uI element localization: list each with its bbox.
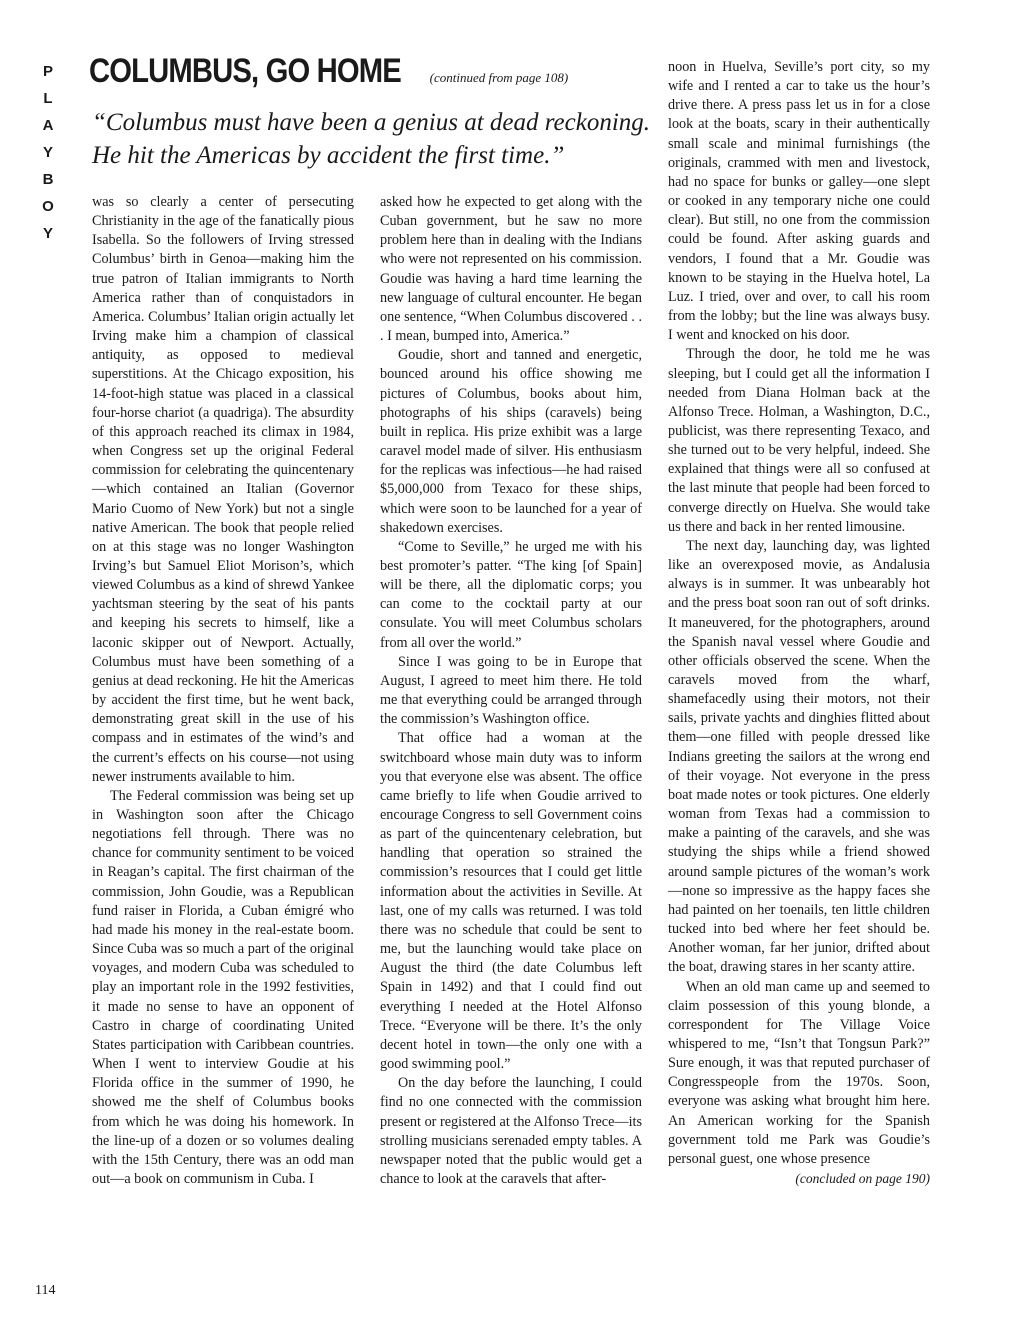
continued-note: (continued from page 108) xyxy=(429,70,569,85)
magazine-letter: A xyxy=(42,117,54,134)
paragraph: “Come to Seville,” he urged me with his best promoter’s patter. “The king [of Spain] will be there, all the diplomatic corps; you can come to the cocktail party at our consulate. You will meet Columbus scholars from all over the world.” xyxy=(380,538,642,651)
magazine-letter: O xyxy=(42,198,54,215)
paragraph: asked how he expected to get along with the Cuban government, but he saw no more problem here than in dealing with the Indians who were not represented on his commission. Goudie was having a hard time learning the new language of cultural encounter. He began one sentence, “When Columbus discovered . . . I mean, bumped into, America.” xyxy=(380,194,642,345)
title-row xyxy=(89,52,649,91)
magazine-name-vertical xyxy=(38,58,58,247)
column-1 xyxy=(92,193,354,1189)
column-3 xyxy=(668,58,930,1188)
column-2 xyxy=(380,193,642,1189)
magazine-letter: P xyxy=(42,63,53,80)
magazine-letter: L xyxy=(43,90,53,107)
page-number: 114 xyxy=(35,1283,56,1298)
paragraph: The Federal commission was being set up in Washington soon after the Chicago negotiations fell through. There was no chance for community sentiment to be voiced in Reagan’s capital. The first chairman of the commission, John Goudie, was a Republican fund raiser in Florida, a Cuban émigré who had made his money in the real-estate boom. Since Cuba was so much a part of the original voyages, and modern Cuba was scheduled to play an important role in the 1992 festivities, it made no sense to have an opponent of Castro in charge of coordinating United States participation with Caribbean countries. When I went to interview Goudie at his Florida office in the summer of 1990, he showed me the shelf of Columbus books from which he was doing his homework. In the line-up of a dozen or so volumes dealing with the 15th Century, there was an odd man out—a book on communism in Cuba. I xyxy=(92,787,354,1187)
pull-quote: “Columbus must have been a genius at dead reckoning. He hit the Americas by accident the first time.” xyxy=(92,109,651,169)
article-title: COLUMBUS, GO HOME xyxy=(89,52,401,90)
concluded-note: (concluded on page 190) xyxy=(795,1171,930,1187)
magazine-letter: Y xyxy=(42,144,53,161)
paragraph: That office had a woman at the switchboard whose main duty was to inform you that everyone else was absent. The office came briefly to life when Goudie arrived to encourage Congress to sell Government coins as part of the quincentenary celebration, but handling that operation so strained the commission’s resources that I could get little information about the activities in Seville. At last, one of my calls was returned. I was told there was no schedule that could be sent to me, but the launching would take place on August the third (the date Columbus left Spain in 1492) and that I could find out everything I needed at the Hotel Alfonso Trece. “Everyone will be there. It’s the only decent hotel in town—the only one with a good swimming pool.” xyxy=(380,730,642,1073)
paragraph: The next day, launching day, was lighted like an overexposed movie, as Andalusia always is in summer. It was unbearably hot and the press boat soon ran out of soft drinks. It maneuvered, for the photographers, around the Spanish naval vessel where Goudie and other officials observed the scene. When the caravels moved from the wharf, shamefacedly using their motors, not their sails, private yachts and dinghies flitted about them—one filled with people dressed like Indians greeting the sailors at the wrong end of their voyage. Not everyone in the press boat made notes or took pictures. One elderly woman from Texas had a commission to make a painting of the caravels, and she was studying the ships while a friend showed around sample pictures of the woman’s work—none so impressive as the happy faces she had painted on her toenails, ten little children tucked into bed where her feet should be. Another woman, far her junior, drifted about the boat, drawing stares in her scanty attire. xyxy=(668,537,930,976)
magazine-letter: B xyxy=(42,171,54,188)
paragraph: On the day before the launching, I could find no one connected with the commission present or registered at the Alfonso Trece—its strolling musicians serenaded empty tables. A newspaper noted that the public would get a chance to look at the caravels that after- xyxy=(380,1075,642,1187)
paragraph: Since I was going to be in Europe that August, I agreed to meet him there. He told me that everything could be arranged through the commission’s Washington office. xyxy=(380,653,642,728)
magazine-letter: Y xyxy=(42,225,53,242)
paragraph: When an old man came up and seemed to claim possession of this young blonde, a correspondent for The Village Voice whispered to me, “Isn’t that Tongsun Park?” Sure enough, it was that reputed purchaser of Congresspeople from the 1970s. Soon, everyone was asking what brought him here. An American working for the Spanish government told me Park was Goudie’s personal guest, one whose presence xyxy=(668,978,930,1167)
paragraph: Through the door, he told me he was sleeping, but I could get all the information I needed from Diana Holman back at the Alfonso Trece. Holman, a Washington, D.C., publicist, was there representing Texaco, and she turned out to be very helpful, indeed. She explained that things were all so confused at the last minute that people had been forced to converge directly on Huelva. She would take us there and back in her rented limousine. xyxy=(668,346,930,535)
paragraph: Goudie, short and tanned and energetic, bounced around his office showing me pictures of Columbus, books about him, photographs of his ships (caravels) being built in replica. His prize exhibit was a large caravel model made of silver. His enthusiasm for the replicas was infectious—he had raised $5,000,000 from Texaco for these ships, which were soon to be launched for a year of shakedown exercises. xyxy=(380,347,642,536)
paragraph: was so clearly a center of persecuting Christianity in the age of the fanatically pious Isabella. So the followers of Irving stressed Columbus’ birth in Genoa—making him the true patron of Italian immigrants to North America rather than of conquistadors in America. Columbus’ Italian origin actually let Irving make him a champion of classical antiquity, as opposed to medieval superstitions. At the Chicago exposition, his 14-foot-high statue was placed in a classical four-horse chariot (a quadriga). The absurdity of this approach reached its climax in 1984, when Congress set up the original Federal commission for celebrating the quincentenary—which contained an Italian (Governor Mario Cuomo of New York) but not a single native American. The book that people relied on at this stage was no longer Washington Irving’s but Samuel Eliot Morison’s, which viewed Columbus as a kind of shrewd Yankee yachtsman steering by the seat of his pants and keeping his secrets to himself, like a laconic skipper out of Newport. Actually, Columbus must have been something of a genius at dead reckoning. He hit the Americas by accident the first time, but he went back, demonstrating great skill in the use of his compass and in estimates of the wind’s and the current’s effects on his course—not using newer instruments available to him. xyxy=(92,194,354,785)
article-header xyxy=(89,52,649,91)
paragraph: noon in Huelva, Seville’s port city, so my wife and I rented a car to take us the hour’s drive there. A press pass let us in for a close look at the boats, scary in their authentically small scale and minimal furnishings (the originals, crammed with men and livestock, had no space for bunks or galley—one slept or cooked in any temporary niche one could clear). But still, no one from the commission could be found. After asking guards and vendors, I found that a Mr. Goudie was known to be staying in the Huelva hotel, La Luz. I tried, over and over, to call his room from the lobby; but the line was always busy. I went and knocked on his door. xyxy=(668,59,930,344)
